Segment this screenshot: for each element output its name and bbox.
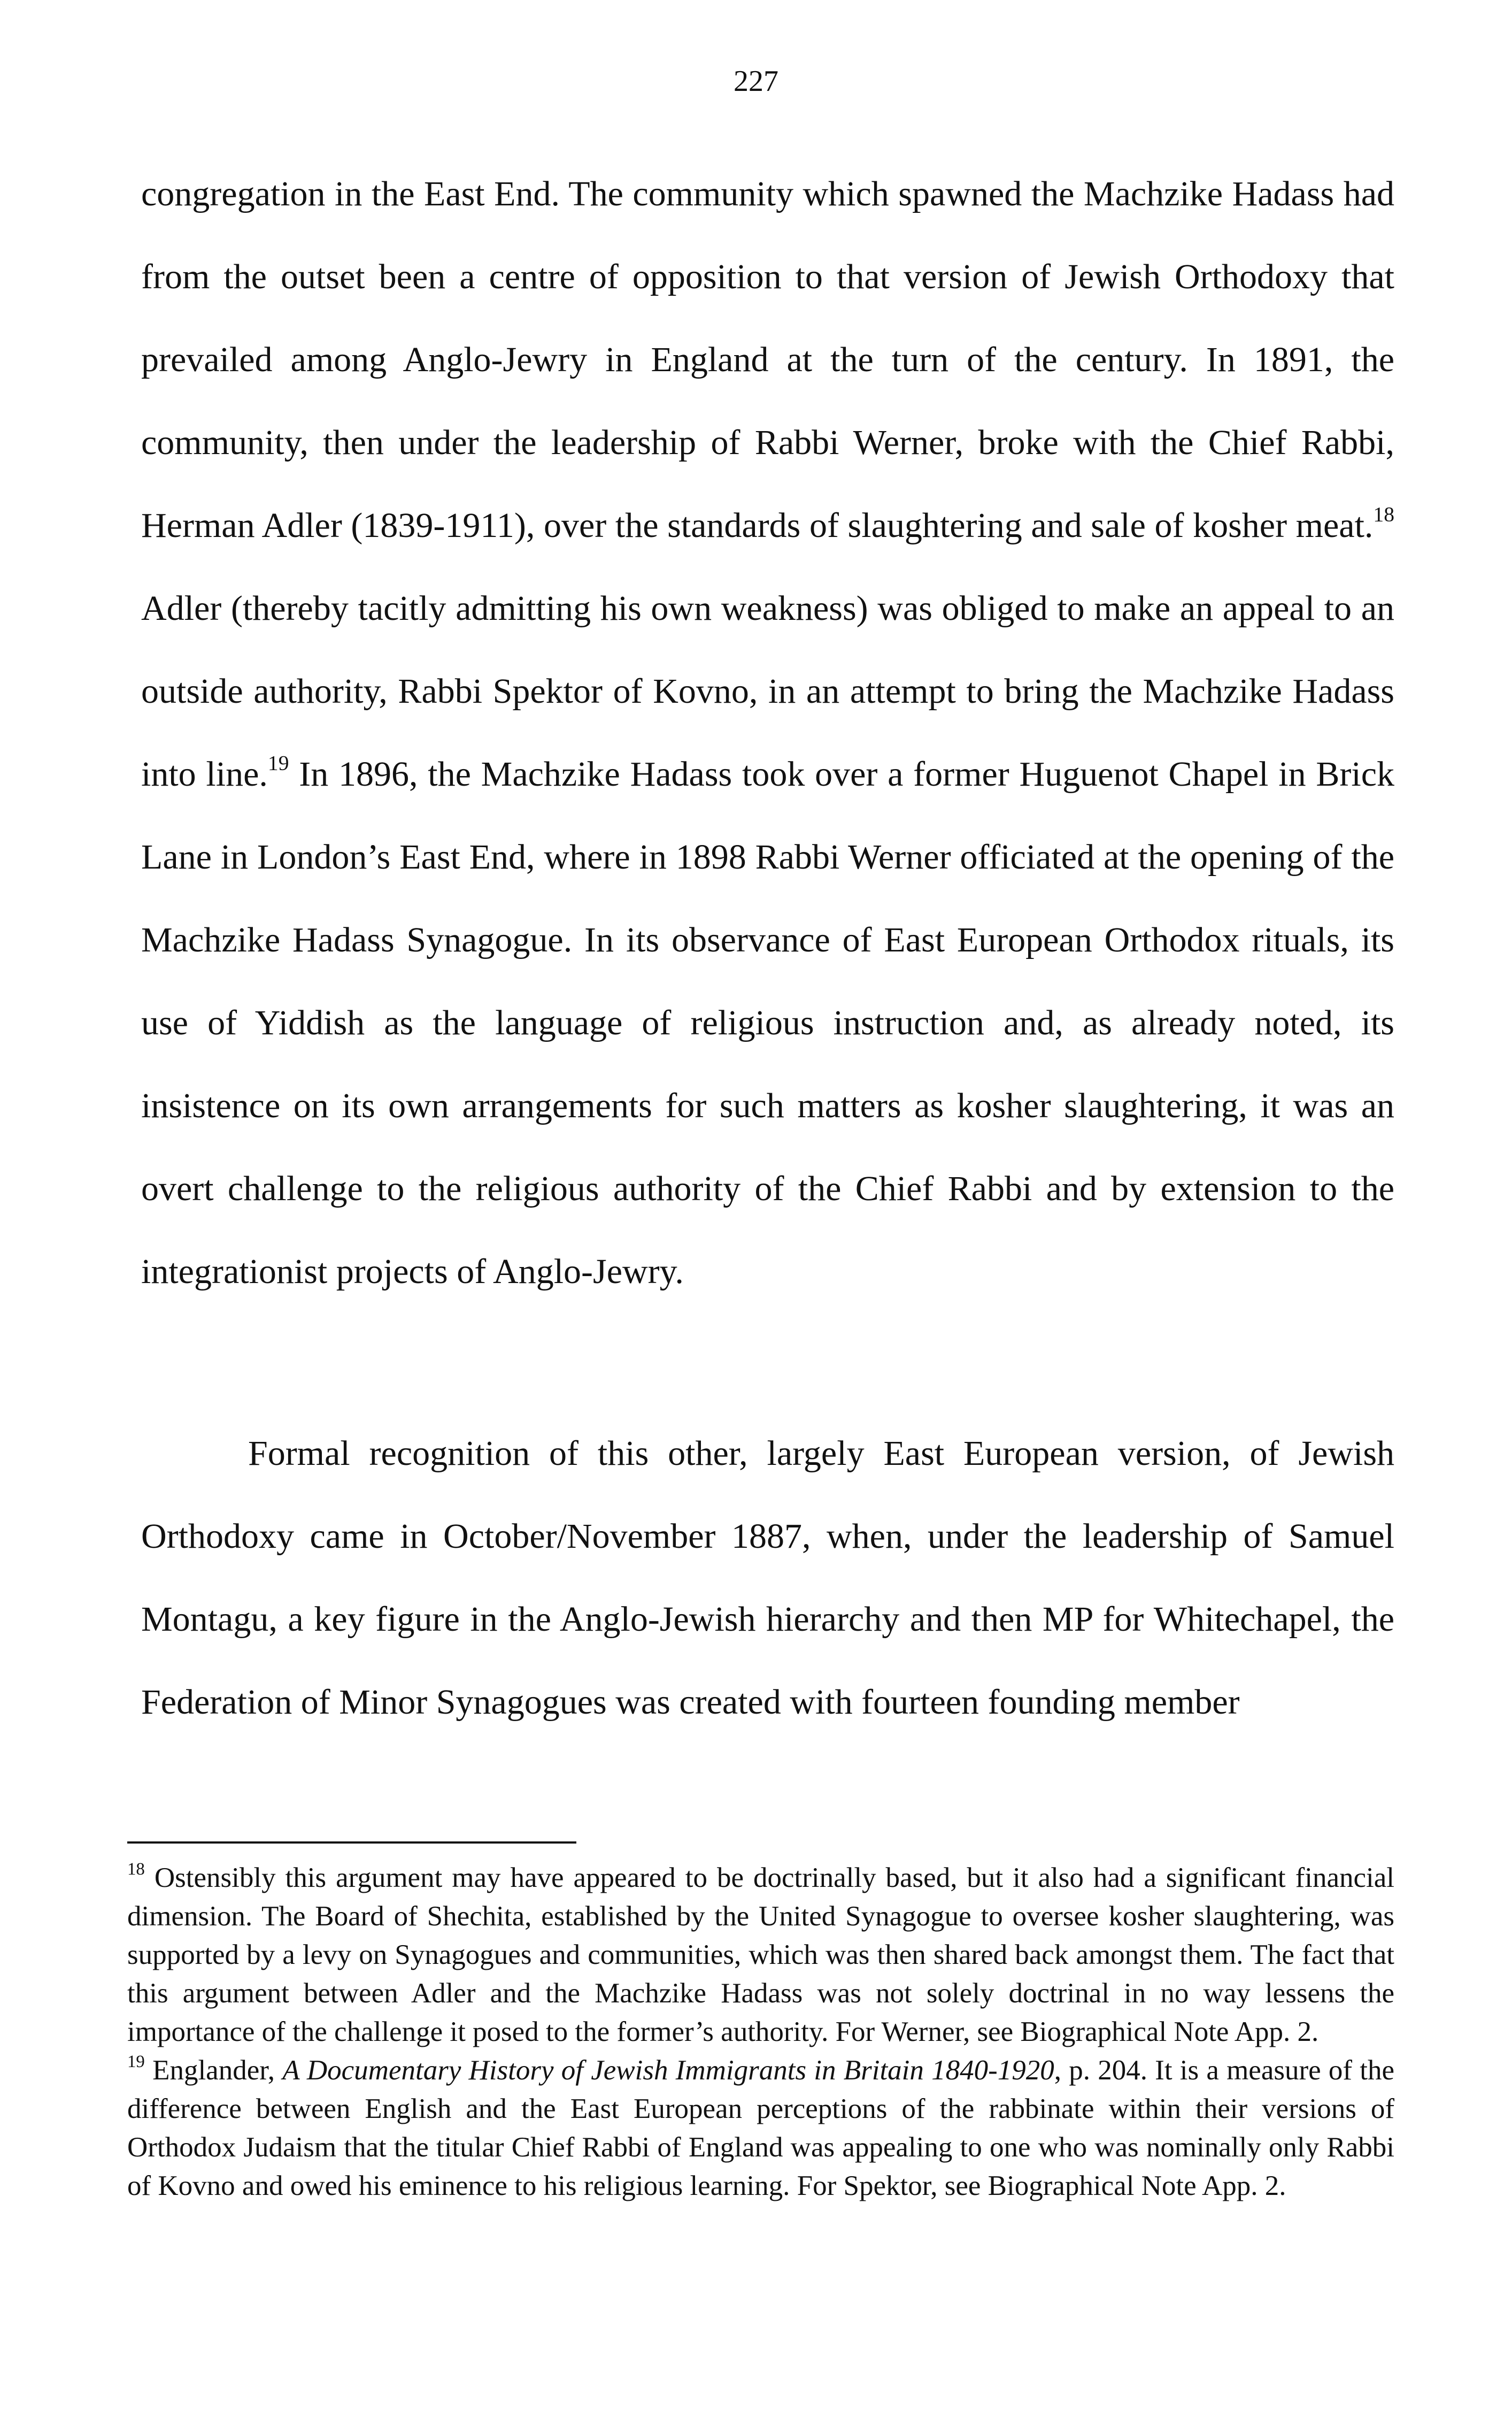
footnotes [127, 1859, 1394, 2205]
footnote-19 [127, 2051, 1394, 2205]
footnote-text: , p. 204. It is a measure of the difference between English and the East European perceptions of the rabbinate within their versions of Orthodox Judaism that the titular Chief Rabbi of England was appealing to one who was nominally only Rabbi of Kovno and owed his eminence to his religious learning. For Spektor, see Biographical Note App. 2. [127, 2055, 1394, 2201]
paragraph-text: Adler (thereby tacitly admitting his own weakness) was obliged to make an appeal to an outside authority, Rabbi Spektor of Kovno, in an attempt to bring the Machzike Hadass into line. [141, 589, 1394, 794]
paragraph-text: congregation in the East End. The community which spawned the Machzike Hadass had from the outset been a centre of opposition to that version of Jewish Orthodoxy that prevailed among Anglo-Jewry in England at the turn of the century. In 1891, the community, then under the leadership of Rabbi Werner, broke with the Chief Rabbi, Herman Adler (1839-1911), over the standards of slaughtering and sale of kosher meat. [141, 174, 1394, 545]
paragraph-text: In 1896, the Machzike Hadass took over a former Huguenot Chapel in Brick Lane in London’s East End, where in 1898 Rabbi Werner officiated at the opening of the Machzike Hadass Synagogue. In its observance of East European Orthodox rituals, its use of Yiddish as the language of religious instruction and, as already noted, its insistence on its own arrangements for such matters as kosher slaughtering, it was an overt challenge to the religious authority of the Chief Rabbi and by extension to the integrationist projects of Anglo-Jewry. [141, 755, 1394, 1291]
footnote-reference-18: 18 [1373, 502, 1394, 526]
footnote-text: Englander, [152, 2055, 283, 2086]
footnote-number: 18 [127, 1860, 145, 1879]
footnote-divider [127, 1841, 576, 1844]
footnote-reference-19: 19 [267, 751, 289, 775]
book-title: A Documentary History of Jewish Immigrants in Britain 1840-1920 [282, 2055, 1054, 2086]
footnote-number: 19 [127, 2052, 145, 2071]
footnote-text: Ostensibly this argument may have appeared to be doctrinally based, but it also had a significant financial dimension. The Board of Shechita, established by the United Synagogue to oversee kosher slaughtering, was supported by a levy on Synagogues and communities, which was then shared back amongst them. The fact that this argument between Adler and the Machzike Hadass was not solely doctrinal in no way lessens the importance of the challenge it posed to the former’s authority. For Werner, see Biographical Note App. 2. [127, 1862, 1394, 2047]
footnote-18 [127, 1859, 1394, 2051]
body-paragraph-2: Formal recognition of this other, largely East European version, of Jewish Orthodoxy came in October/November 1887, when, under the leadership of Samuel Montagu, a key figure in the Anglo-Jewish hierarchy and then MP for Whitechapel, the Federation of Minor Synagogues was created with fourteen founding member [141, 1434, 1394, 1722]
page-number: 227 [734, 65, 778, 98]
body-paragraph-1 [141, 152, 1394, 1313]
